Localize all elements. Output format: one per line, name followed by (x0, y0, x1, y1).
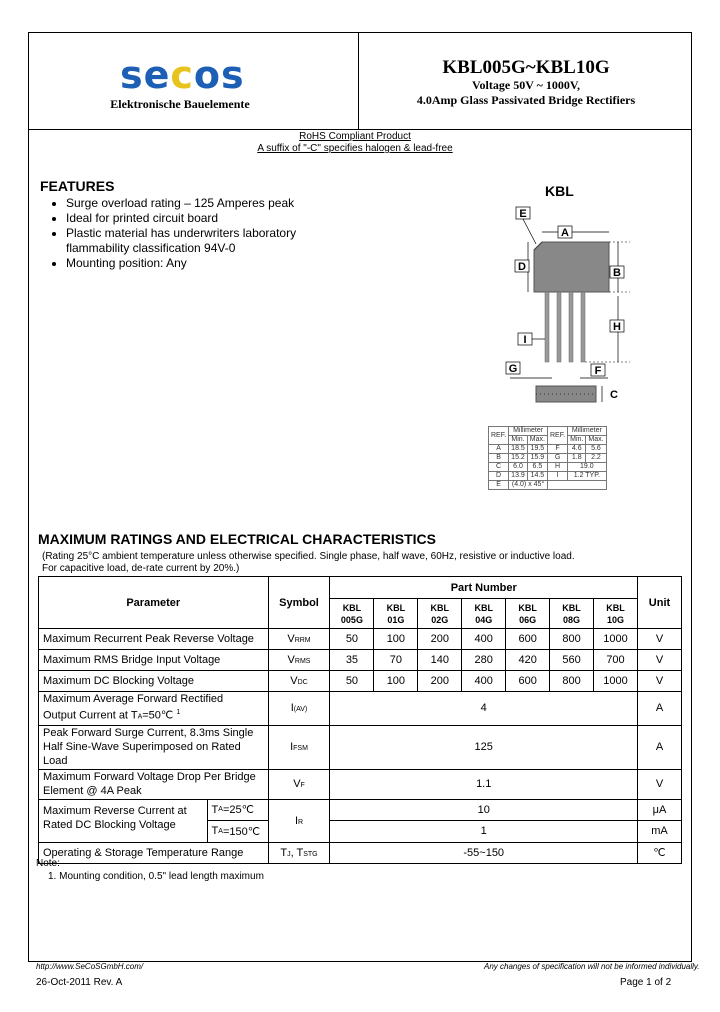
ratings-table (38, 576, 682, 864)
table-cell: Min. (568, 436, 586, 445)
table-cell: Max. (527, 436, 547, 445)
part-number: KBL 10G (594, 599, 638, 629)
table-row: Peak Forward Surge Current, 8.3ms Single Half Sine-Wave Superimposed on Rated Load IFSM 125 A (39, 725, 682, 769)
footnotes: Note: 1. Mounting condition, 0.5" lead length maximum (36, 858, 264, 882)
footer-page-number: Page 1 of 2 (620, 977, 672, 988)
table-row: Maximum Average Forward Rectified Output Current at TA=50℃ $^1$ I(AV) 4 A (39, 692, 682, 726)
part-number: KBL 01G (374, 599, 418, 629)
table-cell: Min. (509, 436, 528, 445)
table-row: C 6.0 6.5 H 19.0 (489, 463, 607, 472)
secos-logo: secos (120, 53, 245, 97)
table-cell: Millimeter (509, 427, 548, 436)
package-label: KBL (545, 183, 574, 199)
header-symbol: Symbol (268, 577, 330, 629)
table-cell: Millimeter (568, 427, 606, 436)
dim-label-b: B (613, 267, 621, 279)
table-row: Maximum Forward Voltage Drop Per Bridge Element @ 4A Peak VF 1.1 V (39, 769, 682, 799)
dim-label-a: A (561, 227, 569, 239)
rohs-note: RoHS Compliant Product A suffix of "-C" specifies halogen & lead-free (257, 131, 453, 154)
part-number: KBL 04G (462, 599, 506, 629)
lead (545, 292, 549, 362)
header-divider (358, 32, 359, 130)
package-outline-diagram (490, 200, 650, 418)
table-row: Maximum DC Blocking Voltage VDC 50 100 200 400 600 800 1000 V (39, 671, 682, 692)
table-row: Maximum Recurrent Peak Reverse Voltage VRRM 50 100 200 400 600 800 1000 V (39, 629, 682, 650)
footer-url[interactable]: http://www.SeCoSGmbH.com/ (36, 962, 144, 971)
features-heading: FEATURES (40, 178, 115, 194)
table-row: Operating & Storage Temperature Range TJ, TSTG -55~150 ℃ (39, 842, 682, 863)
footer-date: 26-Oct-2011 Rev. A (36, 977, 123, 988)
company-name: Elektronische Bauelemente (110, 97, 250, 111)
table-row: Maximum RMS Bridge Input Voltage VRMS 35 70 140 280 420 560 700 V (39, 650, 682, 671)
lead (569, 292, 573, 362)
footer-disclaimer: Any changes of specification will not be informed individually. (484, 962, 700, 971)
features-list (40, 196, 356, 271)
part-number: KBL 08G (550, 599, 594, 629)
table-row: 1 mA (39, 821, 682, 843)
list-item: • Mounting position: Any (66, 256, 356, 271)
page-title: KBL005G~KBL10G (442, 57, 610, 78)
ratings-note: (Rating 25°C ambient temperature unless otherwise specified. Single phase, half wave, 60Hz, resistive or inductive load. For capacitive load, de-rate current by 20%.) (42, 551, 575, 574)
dimension-table (488, 426, 607, 490)
table-row: A 18.5 19.5 F 4.6 5.6 (489, 445, 607, 454)
list-item: • Ideal for printed circuit board (66, 211, 356, 226)
dim-label-f: F (594, 365, 602, 377)
table-row: B 15.2 15.9 G 1.8 2.2 (489, 454, 607, 463)
table-row: E (4.0) x 45° (489, 481, 607, 490)
lead (581, 292, 585, 362)
dim-label-g: G (508, 363, 518, 375)
part-number: KBL 06G (506, 599, 550, 629)
dim-label-i: I (523, 334, 527, 346)
table-row: Maximum Reverse Current at Rated DC Blocking Voltage T A =25℃ T A =150℃ IR 10 μA (39, 799, 682, 821)
table-cell: REF. (489, 427, 509, 445)
part-number: KBL 02G (418, 599, 462, 629)
table-row: D 13.9 14.5 I 1.2 TYP. (489, 472, 607, 481)
list-item: • Plastic material has underwriters laboratory flammability classification 94V-0 (66, 226, 356, 256)
lead (557, 292, 561, 362)
table-cell: Max. (586, 436, 606, 445)
header-parameter: Parameter (39, 577, 269, 629)
header-unit: Unit (637, 577, 681, 629)
dim-label-e: E (519, 208, 527, 220)
dim-label-h: H (613, 321, 621, 333)
header-part-number: Part Number (330, 577, 638, 599)
table-cell: REF. (547, 427, 567, 445)
dim-label-d: D (518, 261, 526, 273)
ratings-heading: MAXIMUM RATINGS AND ELECTRICAL CHARACTERISTICS (38, 531, 436, 547)
header-bottom-rule (28, 129, 692, 130)
dim-label-c: C (610, 389, 618, 401)
list-item: • Surge overload rating – 125 Amperes peak (66, 196, 356, 211)
package-body (534, 242, 609, 292)
page-subtitle: Voltage 50V ~ 1000V, 4.0Amp Glass Passivated Bridge Rectifiers (416, 78, 636, 107)
part-number: KBL 005G (330, 599, 374, 629)
